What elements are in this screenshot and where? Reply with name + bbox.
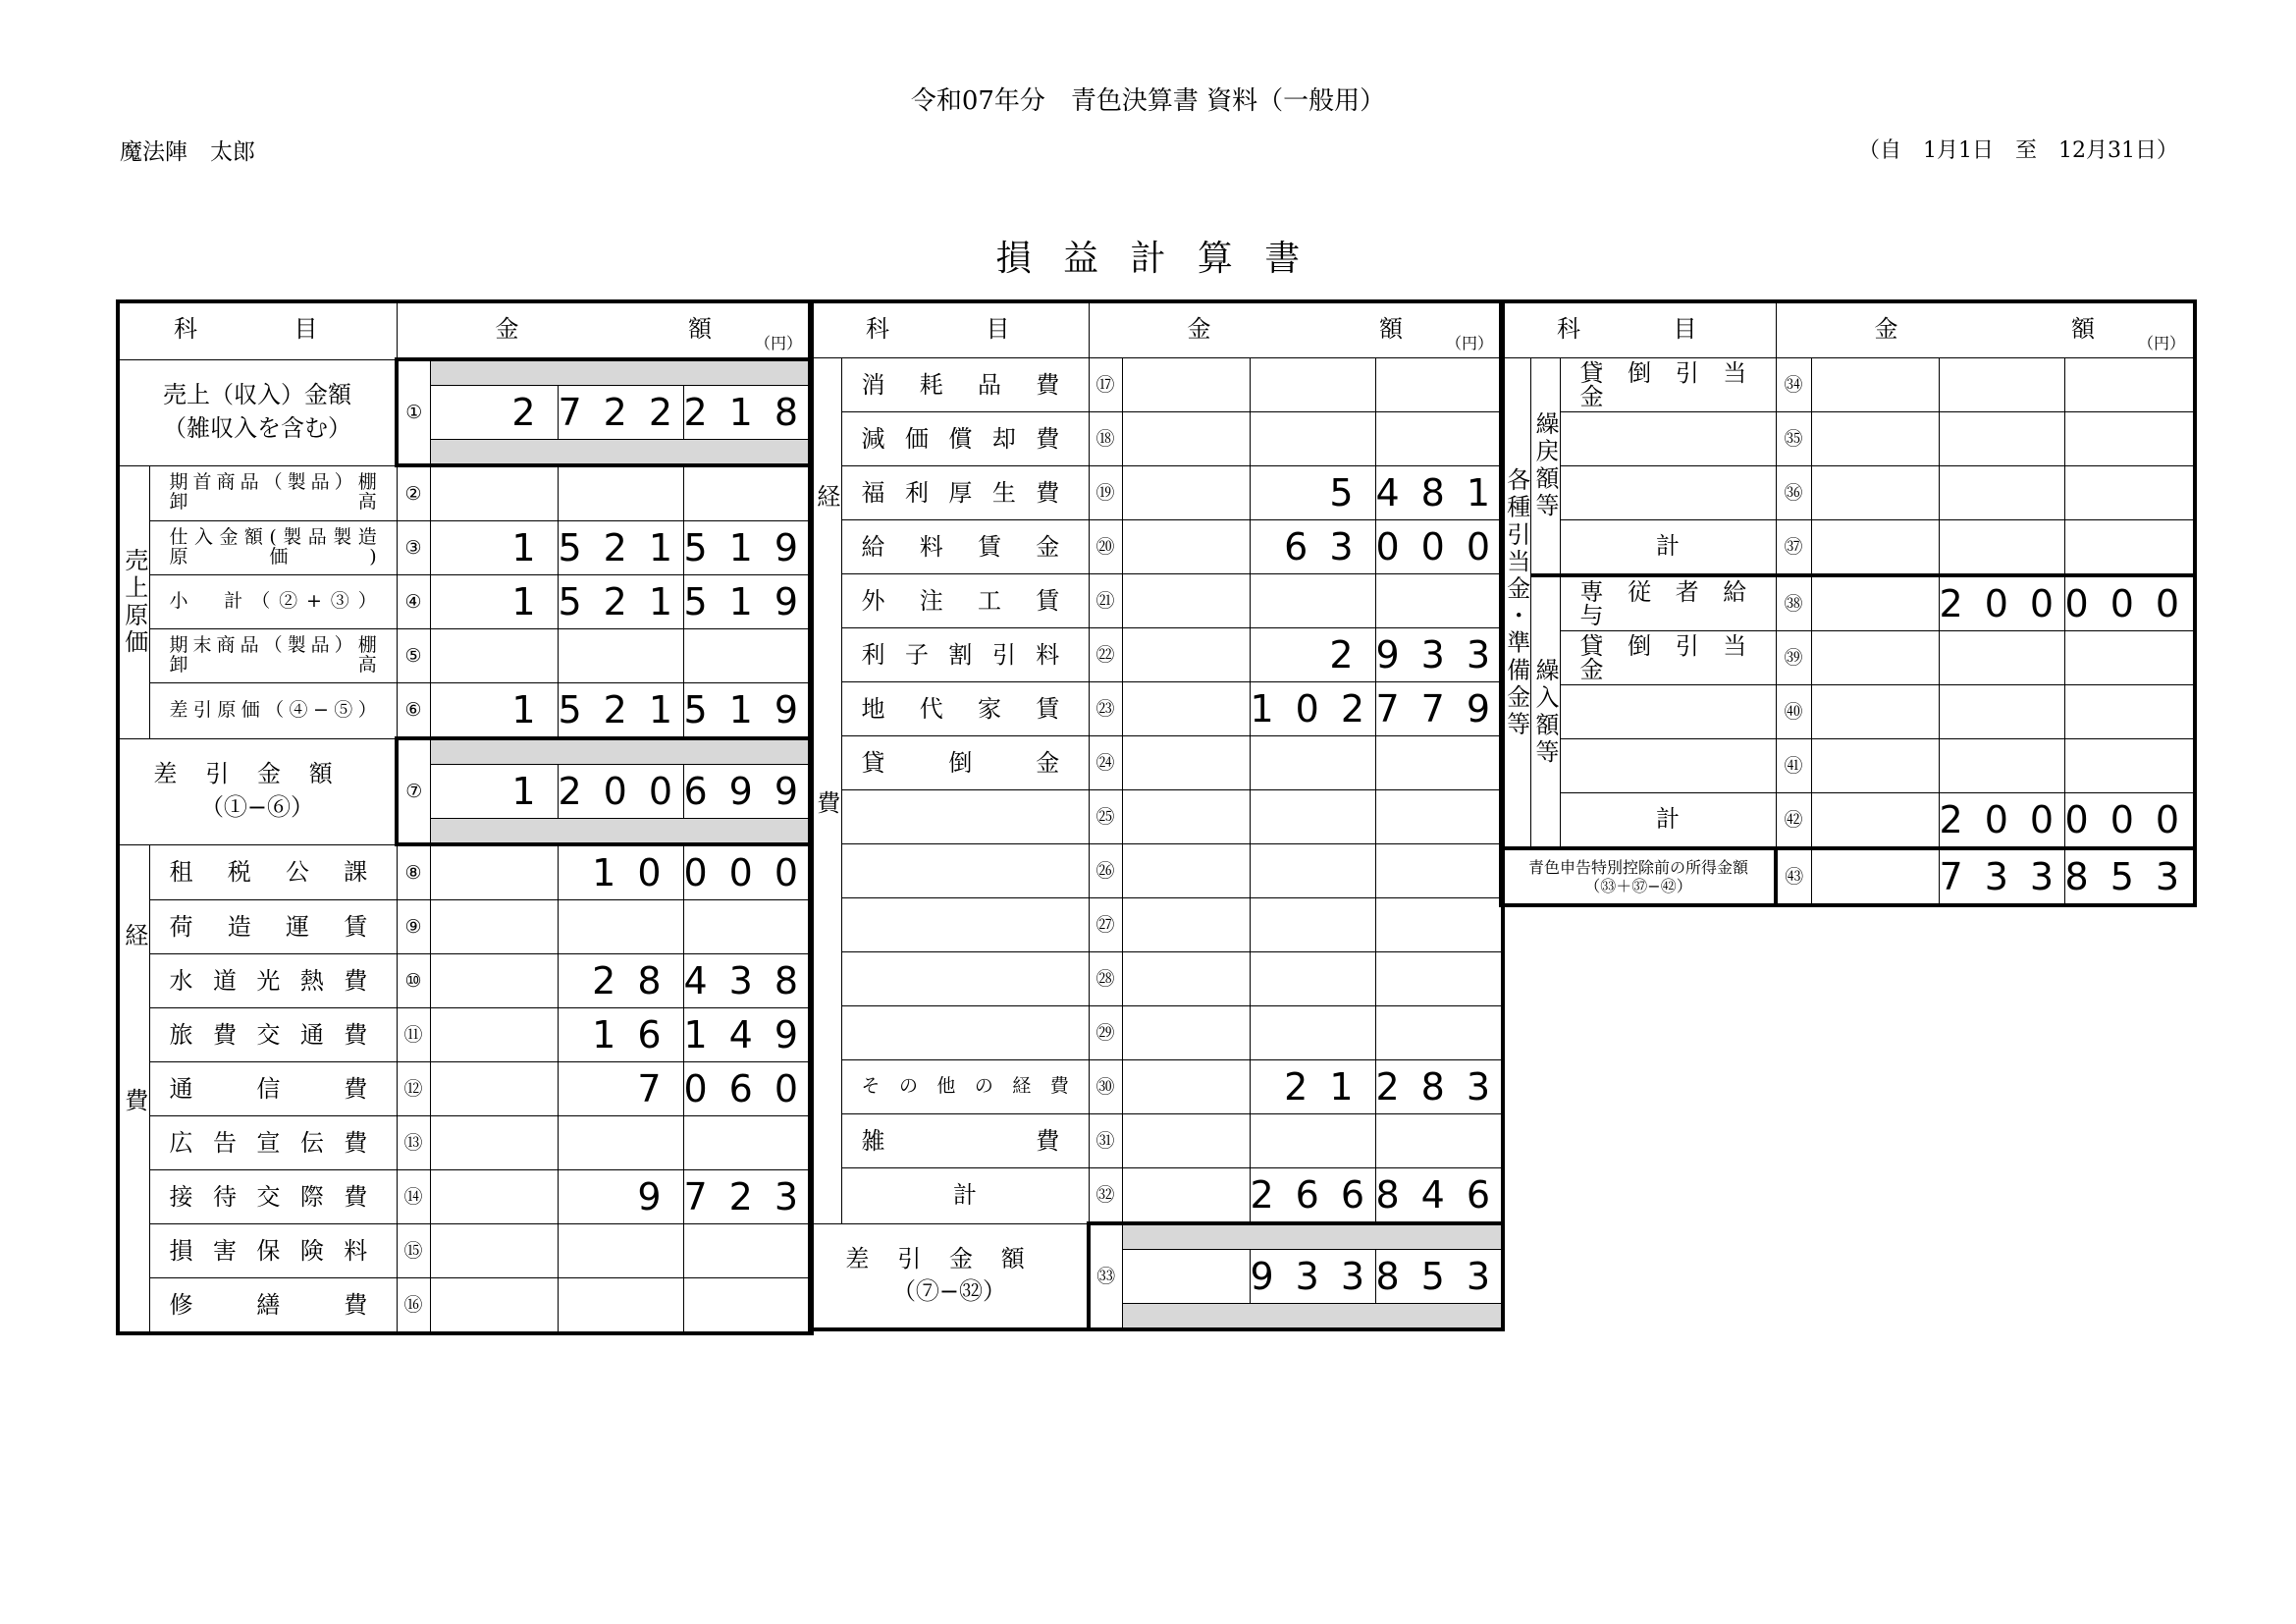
table-row [1501,685,2195,739]
table-row [1501,739,2195,793]
amount-thousands[interactable] [558,1278,683,1334]
row-number: ㊷ [1776,793,1811,849]
amount-thousands[interactable] [1939,685,2064,739]
row-label [841,952,1089,1006]
right-table [1499,299,2202,907]
middle-table [808,299,1513,1331]
table-row [810,1168,1503,1224]
amount-units[interactable] [2064,358,2195,412]
amount-units[interactable]: 846 [1375,1168,1503,1224]
amount-thousands[interactable]: 200 [1939,575,2064,631]
table-row [810,412,1503,466]
amount-thousands[interactable] [1939,358,2064,412]
table-row [118,1170,812,1224]
amount-thousands[interactable] [558,1224,683,1278]
amount-millions[interactable] [1122,682,1250,736]
row-number: ㉚ [1089,1060,1122,1114]
amount-millions[interactable] [430,1062,558,1116]
amount-units[interactable]: 000 [2064,793,2195,849]
amount-millions[interactable] [430,1008,558,1062]
amount-millions[interactable] [1811,848,1939,905]
amount-units[interactable]: 933 [1375,628,1503,682]
table-row [118,1116,812,1170]
amount-thousands[interactable] [1939,739,2064,793]
diff-label: 差引金額 （①−⑥） [118,738,397,844]
row-number: ⑫ [397,1062,430,1116]
amount-units[interactable]: 438 [683,954,812,1008]
amount-units[interactable]: 060 [683,1062,812,1116]
table-row [810,736,1503,790]
amount-millions[interactable] [1122,952,1250,1006]
table-row [810,844,1503,898]
amount-thousands[interactable] [1250,1114,1375,1168]
table-row [810,1006,1503,1060]
amount-units[interactable] [2064,520,2195,576]
amount-millions[interactable] [1811,520,1939,576]
shaded-cell [430,440,812,466]
sales-label: 売上（収入）金額 （雑収入を含む） [118,359,397,465]
table-row [810,790,1503,844]
amount-thousands[interactable] [1250,358,1375,412]
table-row [118,683,812,739]
page-title: 損益計算書 [995,239,1332,279]
amount-thousands[interactable]: 5 [1250,466,1375,520]
amount-units[interactable] [1375,736,1503,790]
row-label: 差引原価（④−⑤） [149,683,397,739]
amount-units[interactable] [1375,898,1503,952]
row-label: 計 [1560,793,1776,849]
row-label: 租税公課 [149,844,397,900]
amount-units[interactable]: 000 [683,844,812,900]
amount-thousands[interactable]: 200 [1939,793,2064,849]
amount-units[interactable] [1375,358,1503,412]
table-row [1501,412,2195,466]
amount-millions[interactable] [1122,1114,1250,1168]
row-label [1560,739,1776,793]
amount-units[interactable]: 000 [1375,520,1503,574]
document-title: 令和07年分 青色決算書 資料（一般用） [910,86,1386,116]
amount-millions[interactable] [430,1116,558,1170]
row-label [841,1006,1089,1060]
amount-millions[interactable] [1122,628,1250,682]
amount-thousands[interactable]: 933 [1250,1250,1375,1304]
amount-units[interactable]: 519 [683,575,812,629]
amount-thousands[interactable]: 200 [558,765,683,819]
amount-thousands[interactable] [1250,844,1375,898]
amount-thousands[interactable] [558,900,683,954]
amount-millions[interactable] [1811,412,1939,466]
reserve-group-label: 各種引当金・準備金等 [1501,358,1530,849]
row-label [1560,685,1776,739]
row-label: 消耗品費 [841,358,1089,412]
amount-units[interactable] [683,1116,812,1170]
amount-units[interactable] [1375,412,1503,466]
row-number: ㉗ [1089,898,1122,952]
table-row [810,628,1503,682]
amount-millions[interactable] [1122,898,1250,952]
amount-millions[interactable]: 2 [430,386,558,440]
expense-group-label: 経費 [810,358,841,1224]
period: （自 1月1日 至 12月31日） [1858,138,2178,163]
row-number: ㉙ [1089,1006,1122,1060]
amount-units[interactable] [1375,574,1503,628]
amount-millions[interactable] [1122,412,1250,466]
amount-thousands[interactable]: 521 [558,575,683,629]
subject-header: 科 目 [118,301,397,359]
row-label: 給料賃金 [841,520,1089,574]
amount-thousands[interactable]: 521 [558,683,683,739]
row-label: その他の経費 [841,1060,1089,1114]
cogs-group-label: 売上原価 [118,465,149,738]
amount-units[interactable]: 000 [2064,575,2195,631]
table-row [118,629,812,683]
row-number: ③ [397,521,430,575]
row-number: ㊸ [1776,848,1811,905]
amount-units[interactable] [1375,1114,1503,1168]
amount-thousands[interactable] [1250,736,1375,790]
amount-millions[interactable] [1811,631,1939,685]
row-number: ㊲ [1776,520,1811,576]
amount-units[interactable]: 723 [683,1170,812,1224]
amount-units[interactable] [2064,631,2195,685]
row-number: ⑯ [397,1278,430,1334]
amount-millions[interactable]: 1 [430,765,558,819]
amount-units[interactable] [1375,844,1503,898]
amount-thousands[interactable] [558,1116,683,1170]
amount-millions[interactable] [430,954,558,1008]
amount-millions[interactable] [1811,685,1939,739]
amount-millions[interactable] [430,629,558,683]
row-number: ㊶ [1776,739,1811,793]
amount-millions[interactable] [1811,793,1939,849]
row-number: ⑤ [397,629,430,683]
amount-thousands[interactable]: 266 [1250,1168,1375,1224]
diff-row [118,738,812,765]
row-number: ㊱ [1776,466,1811,520]
row-number: ㉖ [1089,844,1122,898]
row-number: ⑦ [397,738,430,844]
final-label: 青色申告特別控除前の所得金額 （㉝＋㊲−㊷） [1501,848,1776,905]
row-label: 減価償却費 [841,412,1089,466]
row-label [1560,466,1776,520]
row-number: ⑧ [397,844,430,900]
shaded-cell [1122,1304,1503,1330]
row-label: 期末商品（製品）棚卸高 [149,629,397,683]
amount-units[interactable]: 699 [683,765,812,819]
amount-units[interactable]: 218 [683,386,812,440]
amount-units[interactable] [2064,412,2195,466]
row-number: ⑭ [397,1170,430,1224]
amount-millions[interactable] [1122,1250,1250,1304]
table-row [810,520,1503,574]
row-label: 福利厚生費 [841,466,1089,520]
amount-millions[interactable] [430,900,558,954]
subject-header: 科 目 [1501,301,1776,358]
amount-units[interactable]: 519 [683,521,812,575]
table-row [118,954,812,1008]
row-number: ⑰ [1089,358,1122,412]
table-row [1501,793,2195,849]
amount-millions[interactable] [1811,739,1939,793]
row-label: 貸倒金 [841,736,1089,790]
amount-millions[interactable] [430,1224,558,1278]
table-row [1501,466,2195,520]
table-row [810,1114,1503,1168]
amount-units[interactable] [683,1278,812,1334]
amount-thousands[interactable]: 16 [558,1008,683,1062]
sales-row [118,359,812,386]
shaded-cell [430,359,812,386]
amount-units[interactable] [683,629,812,683]
shaded-cell [430,738,812,765]
amount-units[interactable] [1375,952,1503,1006]
row-label: 小 計（②+③） [149,575,397,629]
row-number: ⑱ [1089,412,1122,466]
row-label: 水道光熱費 [149,954,397,1008]
amount-millions[interactable] [1122,466,1250,520]
amount-units[interactable]: 779 [1375,682,1503,736]
row-number: ㊳ [1776,575,1811,631]
amount-millions[interactable] [430,465,558,521]
row-number: ⑪ [397,1008,430,1062]
row-label: 通信費 [149,1062,397,1116]
table-row [1501,575,2195,631]
taxpayer-name: 魔法陣 太郎 [120,139,255,165]
row-label: 広告宣伝費 [149,1116,397,1170]
amount-thousands[interactable]: 21 [1250,1060,1375,1114]
row-label: 地代家賃 [841,682,1089,736]
amount-units[interactable]: 149 [683,1008,812,1062]
amount-millions[interactable]: 1 [430,575,558,629]
amount-thousands[interactable]: 10 [558,844,683,900]
provision-group-label: 繰入額等 [1530,575,1560,848]
amount-units[interactable] [2064,739,2195,793]
amount-units[interactable]: 519 [683,683,812,739]
amount-header: 金 額 （円） [397,301,812,359]
amount-thousands[interactable] [1250,1006,1375,1060]
amount-millions[interactable] [1811,358,1939,412]
row-label [841,898,1089,952]
row-label: 損害保険料 [149,1224,397,1278]
reversal-group-label: 繰戻額等 [1530,358,1560,576]
row-label: 専従者給与 [1560,575,1776,631]
amount-thousands[interactable]: 722 [558,386,683,440]
diff-label: 差引金額 （⑦−㉜） [810,1223,1089,1329]
table-row [118,844,812,900]
row-label: 貸倒引当金 [1560,358,1776,412]
row-number: ㉟ [1776,412,1811,466]
diff-row [810,1223,1503,1250]
amount-thousands[interactable] [1939,520,2064,576]
row-number: ① [397,359,430,465]
row-label: 雑費 [841,1114,1089,1168]
amount-thousands[interactable]: 2 [1250,628,1375,682]
row-label: 計 [841,1168,1089,1224]
row-number: ㊴ [1776,631,1811,685]
amount-units[interactable] [683,900,812,954]
row-label: 旅費交通費 [149,1008,397,1062]
table-row [118,1224,812,1278]
row-label [1560,412,1776,466]
row-label [841,844,1089,898]
amount-millions[interactable] [1811,466,1939,520]
table-row [810,898,1503,952]
row-label: 仕入金額(製品製造原価) [149,521,397,575]
table-row [118,575,812,629]
row-label [841,790,1089,844]
amount-millions[interactable] [1811,575,1939,631]
amount-millions[interactable] [1122,1006,1250,1060]
table-row [1501,520,2195,576]
row-number: ㉛ [1089,1114,1122,1168]
left-table [116,299,821,1335]
row-number: ⑮ [397,1224,430,1278]
amount-millions[interactable] [1122,520,1250,574]
table-row [118,465,812,521]
amount-units[interactable]: 481 [1375,466,1503,520]
amount-units[interactable]: 853 [2064,848,2195,905]
amount-millions[interactable] [1122,1168,1250,1224]
amount-thousands[interactable] [1250,574,1375,628]
amount-millions[interactable]: 1 [430,521,558,575]
amount-thousands[interactable] [1939,631,2064,685]
amount-thousands[interactable] [1250,898,1375,952]
table-row [118,1278,812,1334]
amount-header: 金 額 （円） [1776,301,2195,358]
row-number: ⑥ [397,683,430,739]
row-label: 修繕費 [149,1278,397,1334]
amount-millions[interactable] [1122,736,1250,790]
amount-units[interactable]: 853 [1375,1250,1503,1304]
row-number: ㉕ [1089,790,1122,844]
table-row [118,1008,812,1062]
amount-millions[interactable] [1122,790,1250,844]
table-row [118,1062,812,1116]
row-number: ㉝ [1089,1223,1122,1329]
amount-thousands[interactable]: 102 [1250,682,1375,736]
row-number: ㉑ [1089,574,1122,628]
row-number: ④ [397,575,430,629]
amount-thousands[interactable]: 28 [558,954,683,1008]
amount-millions[interactable] [430,844,558,900]
table-row [1501,631,2195,685]
table-row [810,952,1503,1006]
row-number: ㉘ [1089,952,1122,1006]
row-label: 貸倒引当金 [1560,631,1776,685]
amount-thousands[interactable] [558,465,683,521]
amount-thousands[interactable]: 521 [558,521,683,575]
row-label: 接待交際費 [149,1170,397,1224]
row-number: ⑳ [1089,520,1122,574]
row-number: ㉜ [1089,1168,1122,1224]
amount-millions[interactable] [1122,1060,1250,1114]
amount-header: 金 額 （円） [1089,301,1503,358]
row-label: 荷造運賃 [149,900,397,954]
row-label: 期首商品（製品）棚卸高 [149,465,397,521]
shaded-cell [430,819,812,845]
amount-thousands[interactable]: 63 [1250,520,1375,574]
row-number: ㊵ [1776,685,1811,739]
amount-units[interactable] [1375,1006,1503,1060]
row-number: ⑬ [397,1116,430,1170]
amount-millions[interactable] [430,1170,558,1224]
amount-millions[interactable] [1122,574,1250,628]
table-row [1501,358,2195,412]
amount-thousands[interactable] [1250,412,1375,466]
amount-millions[interactable] [1122,358,1250,412]
row-number: ⑲ [1089,466,1122,520]
amount-units[interactable] [1375,790,1503,844]
row-number: ⑨ [397,900,430,954]
amount-thousands[interactable] [1250,952,1375,1006]
amount-thousands[interactable]: 733 [1939,848,2064,905]
row-number: ㉔ [1089,736,1122,790]
amount-units[interactable] [683,1224,812,1278]
amount-thousands[interactable] [1939,466,2064,520]
row-label: 外注工賃 [841,574,1089,628]
amount-millions[interactable]: 1 [430,683,558,739]
table-row [118,900,812,954]
table-row [810,466,1503,520]
row-number: ② [397,465,430,521]
amount-units[interactable] [2064,685,2195,739]
table-row [810,574,1503,628]
amount-millions[interactable] [430,1278,558,1334]
row-number: ㉞ [1776,358,1811,412]
table-row [810,1060,1503,1114]
amount-millions[interactable] [1122,844,1250,898]
row-number: ⑩ [397,954,430,1008]
row-label: 計 [1560,520,1776,576]
amount-units[interactable]: 283 [1375,1060,1503,1114]
row-number: ㉒ [1089,628,1122,682]
table-row [810,358,1503,412]
table-row [810,682,1503,736]
row-label: 利子割引料 [841,628,1089,682]
amount-units[interactable] [683,465,812,521]
amount-thousands[interactable] [558,629,683,683]
amount-thousands[interactable]: 9 [558,1170,683,1224]
amount-thousands[interactable]: 7 [558,1062,683,1116]
expense-group-label: 経費 [118,844,149,1333]
amount-thousands[interactable] [1939,412,2064,466]
amount-units[interactable] [2064,466,2195,520]
final-row [1501,848,2195,905]
row-number: ㉓ [1089,682,1122,736]
amount-thousands[interactable] [1250,790,1375,844]
subject-header: 科 目 [810,301,1089,358]
shaded-cell [1122,1223,1503,1250]
table-row [118,521,812,575]
